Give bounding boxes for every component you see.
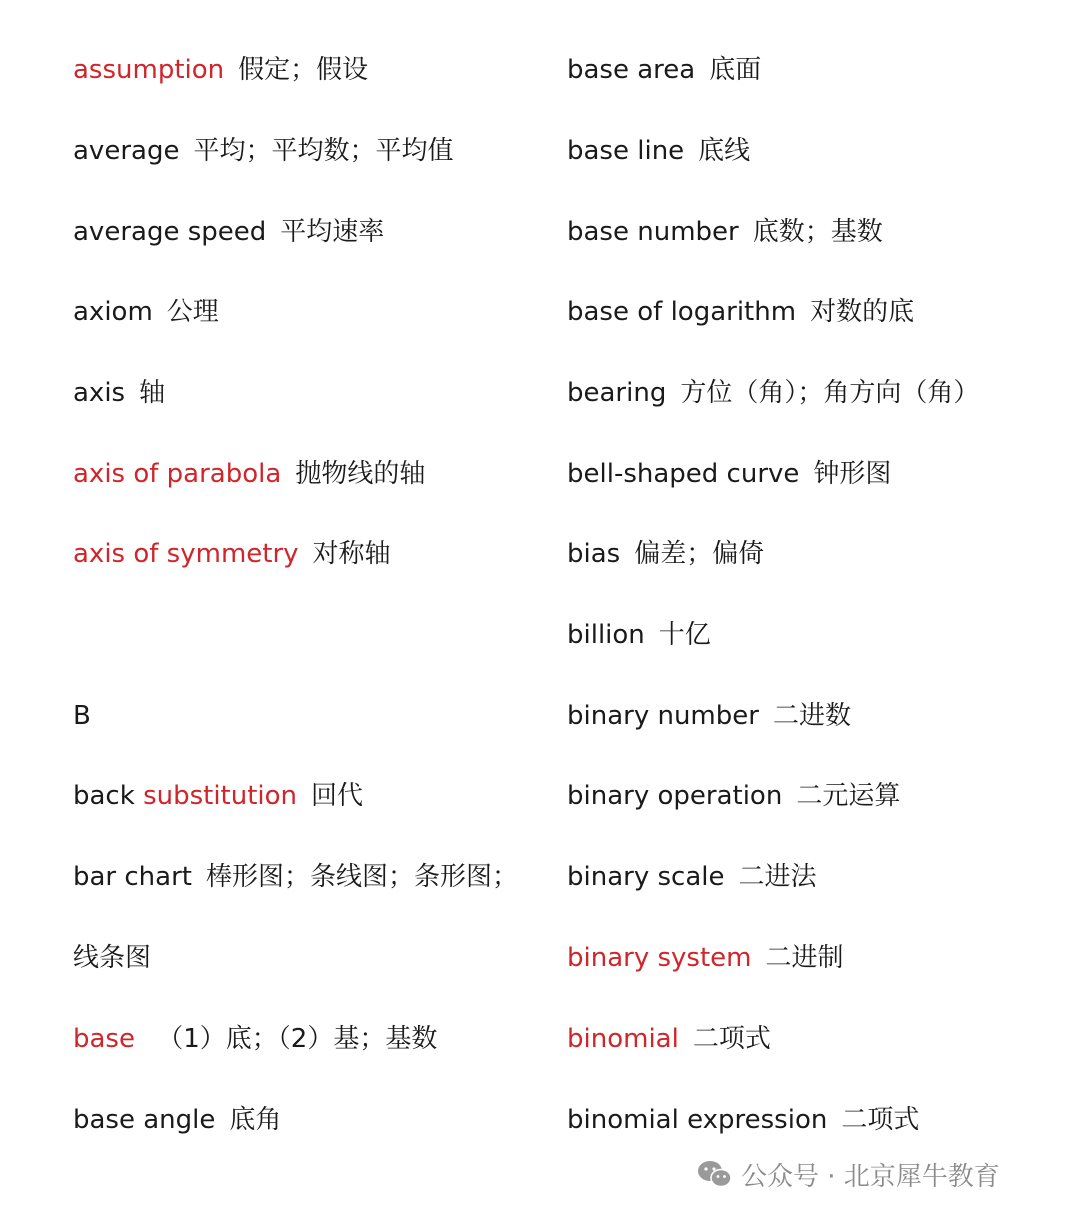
glossary-entry [567,699,851,733]
glossary-entry [567,860,817,894]
glossary-entry [73,537,391,571]
meaning: 偏差；偏倚 [634,539,765,569]
glossary-entry [73,134,453,168]
glossary-entry [73,860,518,894]
glossary-entry [567,941,844,975]
glossary-entry [73,295,219,329]
term: bias [567,539,621,569]
glossary-entry [567,537,764,571]
term: binary system [567,943,752,973]
meaning: 平均；平均数；平均值 [193,136,454,166]
glossary-entry [73,1022,437,1056]
glossary-entry [73,376,165,410]
meaning: 抛物线的轴 [295,459,426,489]
term: base [73,1024,135,1054]
account-watermark [697,1156,1000,1192]
meaning: 假定；假设 [238,55,369,85]
glossary-entry [567,779,900,813]
letter-heading: B [73,701,91,731]
term: axiom [73,297,153,327]
term: bell-shaped curve [567,459,800,489]
meaning: 公理 [166,297,219,327]
meaning: 二进数 [772,701,851,731]
term: base area [567,55,696,85]
glossary-entry [73,1103,281,1137]
meaning: 线条图 [73,943,152,973]
glossary-entry [567,215,883,249]
term: billion [567,620,645,650]
term: binomial expression [567,1105,828,1135]
term: assumption [73,55,225,85]
meaning: （1）底；（2）基；基数 [148,1024,438,1054]
glossary-entry [567,53,761,87]
glossary-entry [567,1022,771,1056]
glossary-entry [73,457,425,491]
term: base number [567,217,739,247]
term: average [73,136,180,166]
meaning: 钟形图 [813,459,892,489]
meaning: 底数；基数 [752,217,883,247]
term-plain-part: back [73,781,144,811]
wechat-icon [697,1159,733,1189]
term-highlight-part: substitution [143,781,298,811]
meaning: 回代 [311,781,364,811]
glossary-entry [567,134,750,168]
term: base line [567,136,685,166]
term: bar chart [73,862,192,892]
glossary-entry [567,457,891,491]
meaning: 十亿 [658,620,711,650]
meaning: 轴 [139,378,166,408]
glossary-entry [567,295,914,329]
meaning: 对数的底 [810,297,915,327]
term: axis of parabola [73,459,282,489]
meaning: 底角 [229,1105,282,1135]
term: bearing [567,378,667,408]
term: binary operation [567,781,783,811]
meaning: 棒形图；条线图；条形图； [205,862,518,892]
term: base angle [73,1105,216,1135]
term: axis [73,378,126,408]
meaning: 二进法 [738,862,817,892]
meaning: 方位（角）；角方向（角） [680,378,980,408]
glossary-entry [73,215,384,249]
meaning: 二元运算 [796,781,901,811]
meaning: 二项式 [841,1105,920,1135]
glossary-entry [73,53,368,87]
meaning: 平均速率 [280,217,385,247]
term: binomial [567,1024,679,1054]
term: base of logarithm [567,297,797,327]
meaning: 二项式 [692,1024,771,1054]
glossary-entry [567,618,711,652]
term: binary number [567,701,759,731]
meaning: 对称轴 [312,539,391,569]
meaning: 二进制 [765,943,844,973]
term: axis of symmetry [73,539,299,569]
watermark-text: 公众号 · 北京犀牛教育 [741,1161,1000,1192]
section-letter [73,699,91,733]
term: binary scale [567,862,725,892]
glossary-entry [567,1103,919,1137]
glossary-entry [73,779,363,813]
glossary-entry-continued [73,941,151,975]
glossary-entry [567,376,979,410]
term: average speed [73,217,267,247]
meaning: 底线 [698,136,751,166]
meaning: 底面 [709,55,762,85]
